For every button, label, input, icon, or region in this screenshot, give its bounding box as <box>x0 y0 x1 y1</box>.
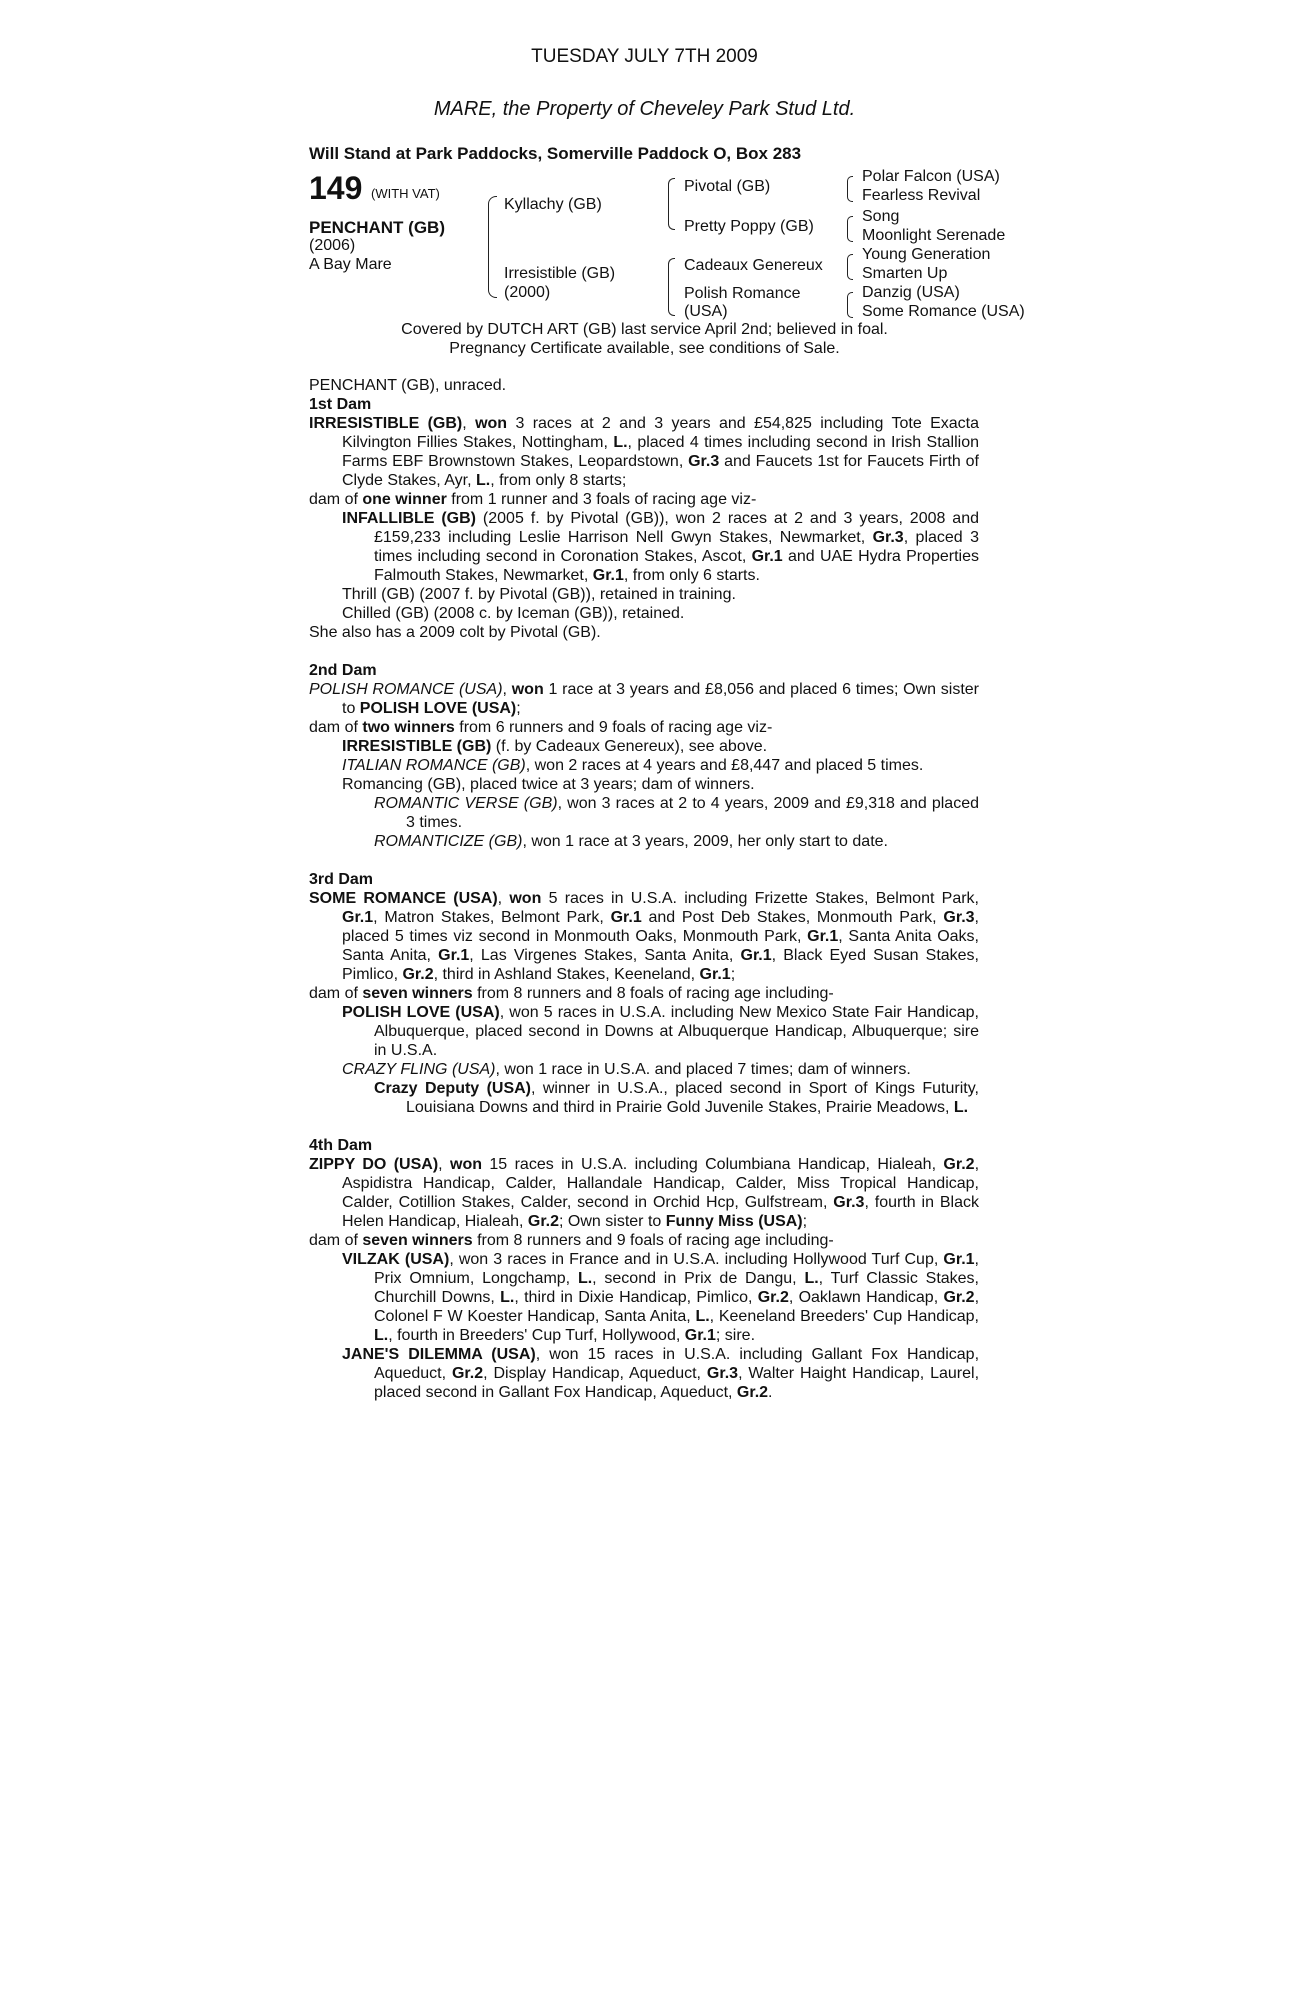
section-spacer <box>309 851 979 870</box>
record-paragraph: SOME ROMANCE (USA), won 5 races in U.S.A. including Frizette Stakes, Belmont Park, Gr.1, Matron Stakes, Belmont Park, Gr.1 and Post Deb Stakes, Monmouth Park, Gr.3, placed 5 times viz second in Monmouth Oaks, Monmouth Park, Gr.1, Santa Anita Oaks, Santa Anita, Gr.1, Las Virgenes Stakes, Santa Anita, Gr.1, Black Eyed Susan Stakes, Pimlico, Gr.2, third in Ashland Stakes, Keeneland, Gr.1; <box>309 890 980 983</box>
record-paragraph: ROMANTICIZE (GB), won 1 race at 3 years, 2009, her only start to date. <box>374 833 888 850</box>
record-paragraph: Crazy Deputy (USA), winner in U.S.A., placed second in Sport of Kings Futurity, Louisiana Downs and third in Prairie Gold Juvenile Stakes, Prairie Meadows, L. <box>374 1080 979 1116</box>
record-paragraph: POLISH LOVE (USA), won 5 races in U.S.A. including New Mexico State Fair Handicap, Albuquerque, placed second in Downs at Albuquerque Handicap, Albuquerque; sire in U.S.A. <box>342 1004 979 1059</box>
sale-date: TUESDAY JULY 7TH 2009 <box>531 46 758 67</box>
horse-year: (2006) <box>309 237 356 254</box>
horse-name: PENCHANT (GB) <box>309 218 445 237</box>
covered-note: Covered by DUTCH ART (GB) last service April 2nd; believed in foal. <box>401 321 888 338</box>
catalogue-body <box>309 376 979 1402</box>
section-heading: 4th Dam <box>309 1137 373 1154</box>
pedigree-dss: Young Generation <box>862 246 991 263</box>
pedigree-dsd: Smarten Up <box>862 265 948 282</box>
pedigree-dds: Danzig (USA) <box>862 284 960 301</box>
section-spacer <box>309 642 979 661</box>
pedigree-dam-dam: Polish Romance <box>684 285 801 302</box>
record-paragraph: IRRESISTIBLE (GB), won 3 races at 2 and 3 years and £54,825 including Tote Exacta Kilvington Fillies Stakes, Nottingham, L., placed 4 times including second in Irish Stallion Farms EBF Brownstown Stakes, Leopardstown, Gr.3 and Faucets 1st for Faucets Firth of Clyde Stakes, Ayr, L., from only 8 starts; <box>309 415 980 489</box>
pedigree-brace <box>847 216 853 242</box>
dam-section <box>309 1117 979 1402</box>
pedigree-brace <box>668 178 675 230</box>
property-line: MARE, the Property of Cheveley Park Stud Ltd. <box>433 98 856 120</box>
record-paragraph: She also has a 2009 colt by Pivotal (GB). <box>309 624 601 641</box>
record-paragraph: POLISH ROMANCE (USA), won 1 race at 3 years and £8,056 and placed 6 times; Own sister to POLISH LOVE (USA); <box>309 681 980 717</box>
pregnancy-note: Pregnancy Certificate available, see conditions of Sale. <box>449 340 840 357</box>
horse-description: A Bay Mare <box>309 256 392 273</box>
record-paragraph: Chilled (GB) (2008 c. by Iceman (GB)), retained. <box>342 605 685 622</box>
pedigree-dam-year: (2000) <box>504 284 551 301</box>
record-paragraph: dam of one winner from 1 runner and 3 foals of racing age viz- <box>309 491 757 508</box>
section-heading: 3rd Dam <box>309 871 374 888</box>
pedigree-brace <box>847 292 853 318</box>
section-heading: 2nd Dam <box>309 662 377 679</box>
section-spacer <box>309 1117 979 1136</box>
pedigree-brace <box>668 258 675 316</box>
pedigree-ssd: Fearless Revival <box>862 187 981 204</box>
pedigree-dam-dam-origin: (USA) <box>684 303 728 320</box>
record-paragraph: Romancing (GB), placed twice at 3 years; dam of winners. <box>342 776 755 793</box>
dam-section <box>309 395 979 642</box>
pedigree-ddd: Some Romance (USA) <box>862 303 1025 320</box>
stand-location: Will Stand at Park Paddocks, Somerville Paddock O, Box 283 <box>309 144 802 163</box>
record-paragraph: Thrill (GB) (2007 f. by Pivotal (GB)), retained in training. <box>342 586 736 603</box>
vat-note: (WITH VAT) <box>371 186 440 201</box>
record-paragraph: VILZAK (USA), won 3 races in France and in U.S.A. including Hollywood Turf Cup, Gr.1, Prix Omnium, Longchamp, L., second in Prix de Dangu, L., Turf Classic Stakes, Churchill Downs, L., third in Dixie Handicap, Pimlico, Gr.2, Oaklawn Handicap, Gr.2, Colonel F W Koester Handicap, Santa Anita, L., Keeneland Breeders' Cup Handicap, L., fourth in Breeders' Cup Turf, Hollywood, Gr.1; sire. <box>342 1251 980 1344</box>
pedigree-brace <box>847 176 853 202</box>
record-paragraph: JANE'S DILEMMA (USA), won 15 races in U.S.A. including Gallant Fox Handicap, Aqueduct, Gr.2, Display Handicap, Aqueduct, Gr.3, Walter Haight Handicap, Laurel, placed second in Gallant Fox Handicap, Aqueduct, Gr.2. <box>342 1346 980 1401</box>
record-paragraph: CRAZY FLING (USA), won 1 race in U.S.A. and placed 7 times; dam of winners. <box>342 1061 911 1078</box>
dam-section <box>309 851 979 1117</box>
pedigree-dam: Irresistible (GB) <box>504 265 616 282</box>
pedigree-sss: Polar Falcon (USA) <box>862 168 1000 185</box>
record-paragraph: dam of seven winners from 8 runners and 9 foals of racing age including- <box>309 1232 834 1249</box>
record-paragraph: ITALIAN ROMANCE (GB), won 2 races at 4 years and £8,447 and placed 5 times. <box>342 757 924 774</box>
intro-line: PENCHANT (GB), unraced. <box>309 377 507 394</box>
pedigree-sire-sire: Pivotal (GB) <box>684 178 771 195</box>
dam-section <box>309 642 979 851</box>
record-paragraph: dam of two winners from 6 runners and 9 foals of racing age viz- <box>309 719 773 736</box>
record-paragraph: ROMANTIC VERSE (GB), won 3 races at 2 to 4 years, 2009 and £9,318 and placed 3 times. <box>374 795 980 831</box>
record-paragraph: INFALLIBLE (GB) (2005 f. by Pivotal (GB)), won 2 races at 2 and 3 years, 2008 and £159,233 including Leslie Harrison Nell Gwyn Stakes, Newmarket, Gr.3, placed 3 times including second in Coronation Stakes, Ascot, Gr.1 and UAE Hydra Properties Falmouth Stakes, Newmarket, Gr.1, from only 6 starts. <box>342 510 980 584</box>
dam-sections <box>309 395 979 1402</box>
pedigree-dam-sire: Cadeaux Genereux <box>684 257 823 274</box>
lot-number: 149 <box>309 170 363 206</box>
pedigree-brace <box>488 196 497 298</box>
pedigree-sire: Kyllachy (GB) <box>504 196 602 213</box>
record-paragraph: ZIPPY DO (USA), won 15 races in U.S.A. including Columbiana Handicap, Hialeah, Gr.2, Aspidistra Handicap, Calder, Hallandale Handicap, Calder, Miss Tropical Handicap, Calder, Cotillion Stakes, Calder, second in Orchid Hcp, Gulfstream, Gr.3, fourth in Black Helen Handicap, Hialeah, Gr.2; Own sister to Funny Miss (USA); <box>309 1156 980 1230</box>
section-heading: 1st Dam <box>309 396 372 413</box>
pedigree-sdd: Moonlight Serenade <box>862 227 1006 244</box>
record-paragraph: dam of seven winners from 8 runners and 8 foals of racing age including- <box>309 985 834 1002</box>
pedigree-sire-dam: Pretty Poppy (GB) <box>684 218 814 235</box>
pedigree-brace <box>847 254 853 280</box>
pedigree-sds: Song <box>862 208 900 225</box>
record-paragraph: IRRESISTIBLE (GB) (f. by Cadeaux Genereux), see above. <box>342 738 768 755</box>
